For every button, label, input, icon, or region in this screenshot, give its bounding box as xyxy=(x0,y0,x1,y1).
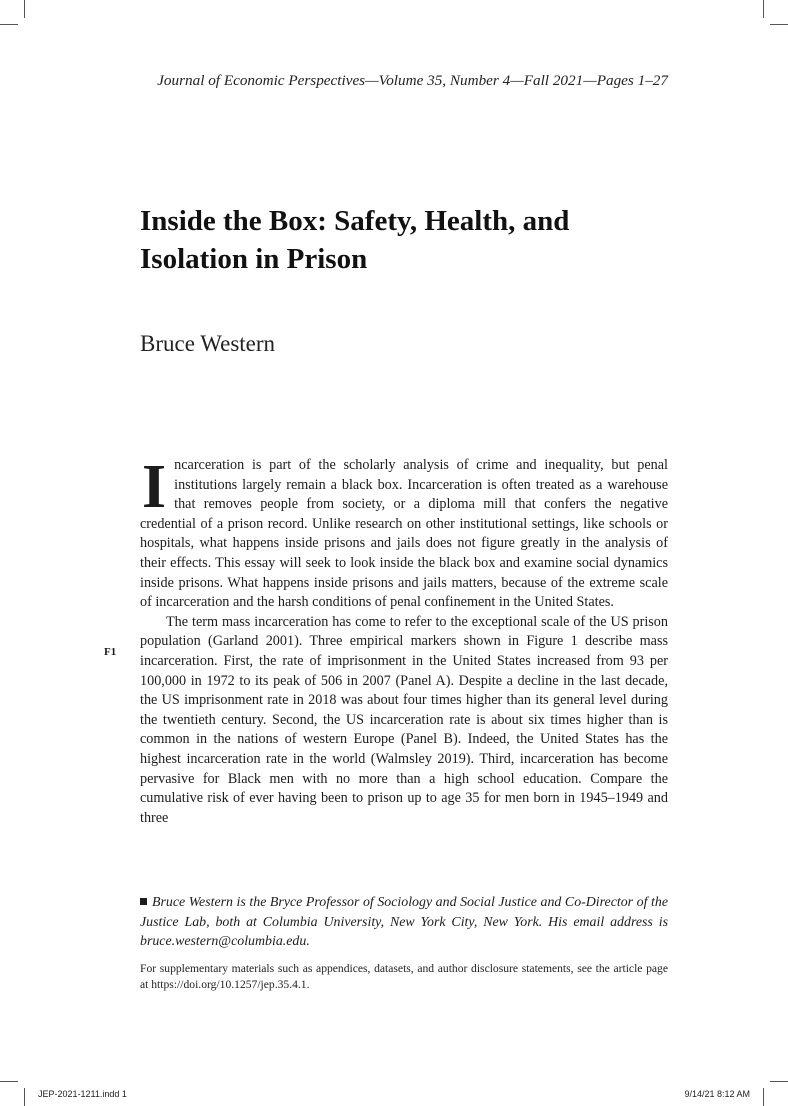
crop-mark-top-left xyxy=(24,0,25,18)
article-body xyxy=(140,453,668,828)
paragraph-2: The term mass incarceration has come to refer to the exceptional scale of the US prison population (Garland 2001). Three empirical markers shown in Figure 1 describe mass incarceration. First, the rate of imprisonment in the United States increased from 93 per 100,000 in 1972 to its peak of 506 in 2007 (Panel A). Despite a decline in the last decade, the US imprisonment rate in 2018 was about four times higher than its general level during the twentieth century. Second, the US incarceration rate is about six times higher than is common in the nations of western Europe (Panel B). Indeed, the United States has the highest incarceration rate in the world (Walmsley 2019). Third, incarceration has become pervasive for Black men with no more than a high school education. Compare the cumulative risk of ever having been to prison up to age 35 for men born in 1945–1949 and three xyxy=(140,613,668,826)
crop-mark-bottom-left xyxy=(24,1088,25,1106)
author-bio-text: Bruce Western is the Bryce Professor of Sociology and Social Justice and Co-Director of the Justice Lab, both at Columbia University, New York City, New York. His email address is bruce.western@columbia.edu. xyxy=(140,895,668,950)
crop-mark-left-top xyxy=(0,24,18,25)
print-slug-file: JEP-2021-1211.indd 1 xyxy=(38,1089,127,1099)
paragraph-1-text: ncarceration is part of the scholarly analysis of crime and inequality, but penal institutions largely remain a black box. Incarceration is often treated as a warehouse that removes people from society, or a diploma mill that confers the negative credential of a prison record. Unlike research on other institutional settings, like schools or hospitals, what happens inside prisons and jails does not figure greatly in the analysis of their effects. This essay will seek to look inside the black box and examine social dynamics inside prisons. What happens inside prisons and jails matters, because of the extreme scale of incarceration and the harsh conditions of penal confinement in the United States. xyxy=(140,457,668,611)
square-bullet-icon xyxy=(140,898,147,905)
author-footnote xyxy=(140,893,668,994)
crop-mark-right-bottom xyxy=(770,1081,788,1082)
supplementary-note: For supplementary materials such as appendices, datasets, and author disclosure statements, see the article page at https://doi.org/10.1257/jep.35.4.1. xyxy=(140,961,668,992)
crop-mark-left-bottom xyxy=(0,1081,18,1082)
author-bio xyxy=(140,893,668,952)
title-line-1: Inside the Box: Safety, Health, and xyxy=(140,205,570,237)
author-name: Bruce Western xyxy=(140,331,276,356)
paragraph-1 xyxy=(140,453,668,613)
figure-margin-tag: F1 xyxy=(104,646,117,658)
crop-mark-right-top xyxy=(770,24,788,25)
crop-mark-bottom-right xyxy=(763,1088,764,1106)
print-slug-timestamp: 9/14/21 8:12 AM xyxy=(684,1089,750,1099)
drop-cap: I xyxy=(142,453,167,521)
crop-mark-top-right xyxy=(763,0,764,18)
title-line-2: Isolation in Prison xyxy=(140,243,368,275)
article-title xyxy=(140,202,660,278)
running-head: Journal of Economic Perspectives—Volume 35, Number 4—Fall 2021—Pages 1–27 xyxy=(157,72,668,89)
